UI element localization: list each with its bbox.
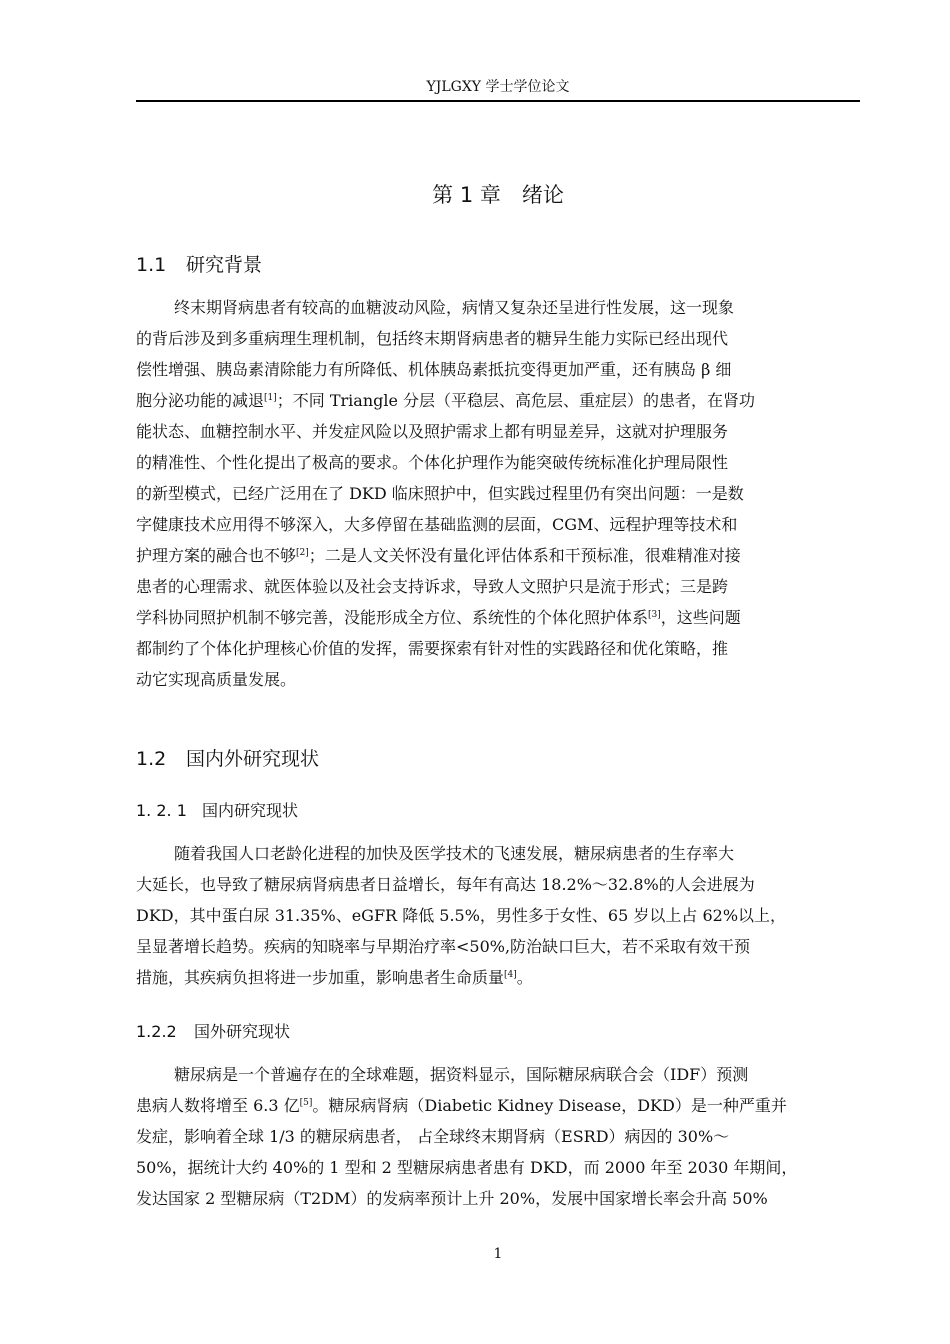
- text-line: [136, 962, 860, 993]
- paragraph-research-background: [136, 292, 860, 695]
- citation-ref: [1]: [264, 393, 277, 403]
- text-line: 大延长，也导致了糖尿病肾病患者日益增长，每年有高达 18.2%～32.8%的人会进展为: [136, 875, 755, 894]
- text-segment: 护理方案的融合也不够: [136, 546, 297, 565]
- section-heading-1-2: [136, 745, 319, 773]
- subsection-title: 国外研究现状: [194, 1022, 291, 1041]
- text-line: 呈显著增长趋势。疾病的知晓率与早期治疗率<50%,防治缺口巨大，若不采取有效干预: [136, 937, 751, 956]
- text-line: 的新型模式，已经广泛用在了 DKD 临床照护中，但实践过程里仍有突出问题：一是数: [136, 484, 744, 503]
- text-segment: 患病人数将增至 6.3 亿: [136, 1096, 300, 1115]
- text-line: 动它实现高质量发展。: [136, 670, 297, 689]
- text-line: 能状态、血糖控制水平、并发症风险以及照护需求上都有明显差异，这就对护理服务: [136, 422, 729, 441]
- section-number: 1.2: [136, 748, 167, 770]
- subsection-heading-1-2-1: [136, 799, 298, 823]
- text-segment: 。: [516, 968, 533, 987]
- text-segment: 胞分泌功能的减退: [136, 391, 265, 410]
- text-segment: 学科协同照护机制不够完善，没能形成全方位、系统性的个体化照护体系: [136, 608, 649, 627]
- text-line: 的背后涉及到多重病理生理机制，包括终末期肾病患者的糖异生能力实际已经出现代: [136, 329, 729, 348]
- subsection-heading-1-2-2: [136, 1020, 290, 1044]
- text-segment: ；二是人文关怀没有量化评估体系和干预标准，很难精准对接: [308, 546, 741, 565]
- subsection-number: 1.2.2: [136, 1022, 177, 1041]
- section-title: 国内外研究现状: [186, 748, 320, 770]
- text-line: [136, 540, 860, 571]
- text-line: 字健康技术应用得不够深入，大多停留在基础监测的层面，CGM、远程护理等技术和: [136, 515, 738, 534]
- text-line: 患者的心理需求、就医体验以及社会支持诉求，导致人文照护只是流于形式；三是跨: [136, 577, 729, 596]
- section-title: 研究背景: [186, 254, 263, 276]
- subsection-title: 国内研究现状: [202, 801, 299, 820]
- text-line: DKD，其中蛋白尿 31.35%、eGFR 降低 5.5%，男性多于女性、65 岁以上占 62%以上，: [136, 906, 787, 925]
- running-header: YJLGXY 学士学位论文: [426, 79, 570, 95]
- text-line: 50%，据统计大约 40%的 1 型和 2 型糖尿病患者患有 DKD，而 2000 年至 2030 年期间，: [136, 1158, 798, 1177]
- citation-ref: [5]: [299, 1098, 313, 1108]
- text-segment: 措施，其疾病负担将进一步加重，影响患者生命质量: [136, 968, 505, 987]
- text-segment: 。糖尿病肾病（Diabetic Kidney Disease，DKD）是一种严重并: [312, 1096, 787, 1115]
- citation-ref: [2]: [296, 548, 309, 558]
- text-line: 发达国家 2 型糖尿病（T2DM）的发病率预计上升 20%，发展中国家增长率会升高 50%: [136, 1189, 768, 1208]
- section-number: 1.1: [136, 254, 167, 276]
- text-line: 糖尿病是一个普遍存在的全球难题，据资料显示，国际糖尿病联合会（IDF）预测: [174, 1065, 749, 1084]
- text-line: 发症，影响着全球 1/3 的糖尿病患者， 占全球终末期肾病（ESRD）病因的 30%～: [136, 1127, 730, 1146]
- page-number: 1: [493, 1246, 503, 1262]
- text-line: [136, 385, 860, 416]
- citation-ref: [3]: [648, 610, 661, 620]
- paragraph-domestic-status: [136, 838, 860, 993]
- text-line: [136, 1090, 860, 1121]
- text-line: [136, 602, 860, 633]
- citation-ref: [4]: [504, 970, 517, 980]
- text-line: 随着我国人口老龄化进程的加快及医学技术的飞速发展，糖尿病患者的生存率大: [174, 844, 735, 863]
- section-heading-1-1: [136, 251, 262, 279]
- text-line: 偿性增强、胰岛素清除能力有所降低、机体胰岛素抵抗变得更加严重，还有胰岛 β 细: [136, 360, 732, 379]
- text-line: 都制约了个体化护理核心价值的发挥，需要探索有针对性的实践路径和优化策略，推: [136, 639, 729, 658]
- header-divider: [136, 100, 860, 102]
- paragraph-international-status: [136, 1059, 860, 1214]
- text-line: 终末期肾病患者有较高的血糖波动风险，病情又复杂还呈进行性发展，这一现象: [174, 298, 735, 317]
- text-segment: ，这些问题: [660, 608, 741, 627]
- chapter-title: 第 1 章 绪论: [432, 183, 564, 207]
- subsection-number: 1. 2. 1: [136, 801, 187, 820]
- text-line: 的精准性、个性化提出了极高的要求。个体化护理作为能突破传统标准化护理局限性: [136, 453, 729, 472]
- text-segment: ；不同 Triangle 分层（平稳层、高危层、重症层）的患者，在肾功: [276, 391, 756, 410]
